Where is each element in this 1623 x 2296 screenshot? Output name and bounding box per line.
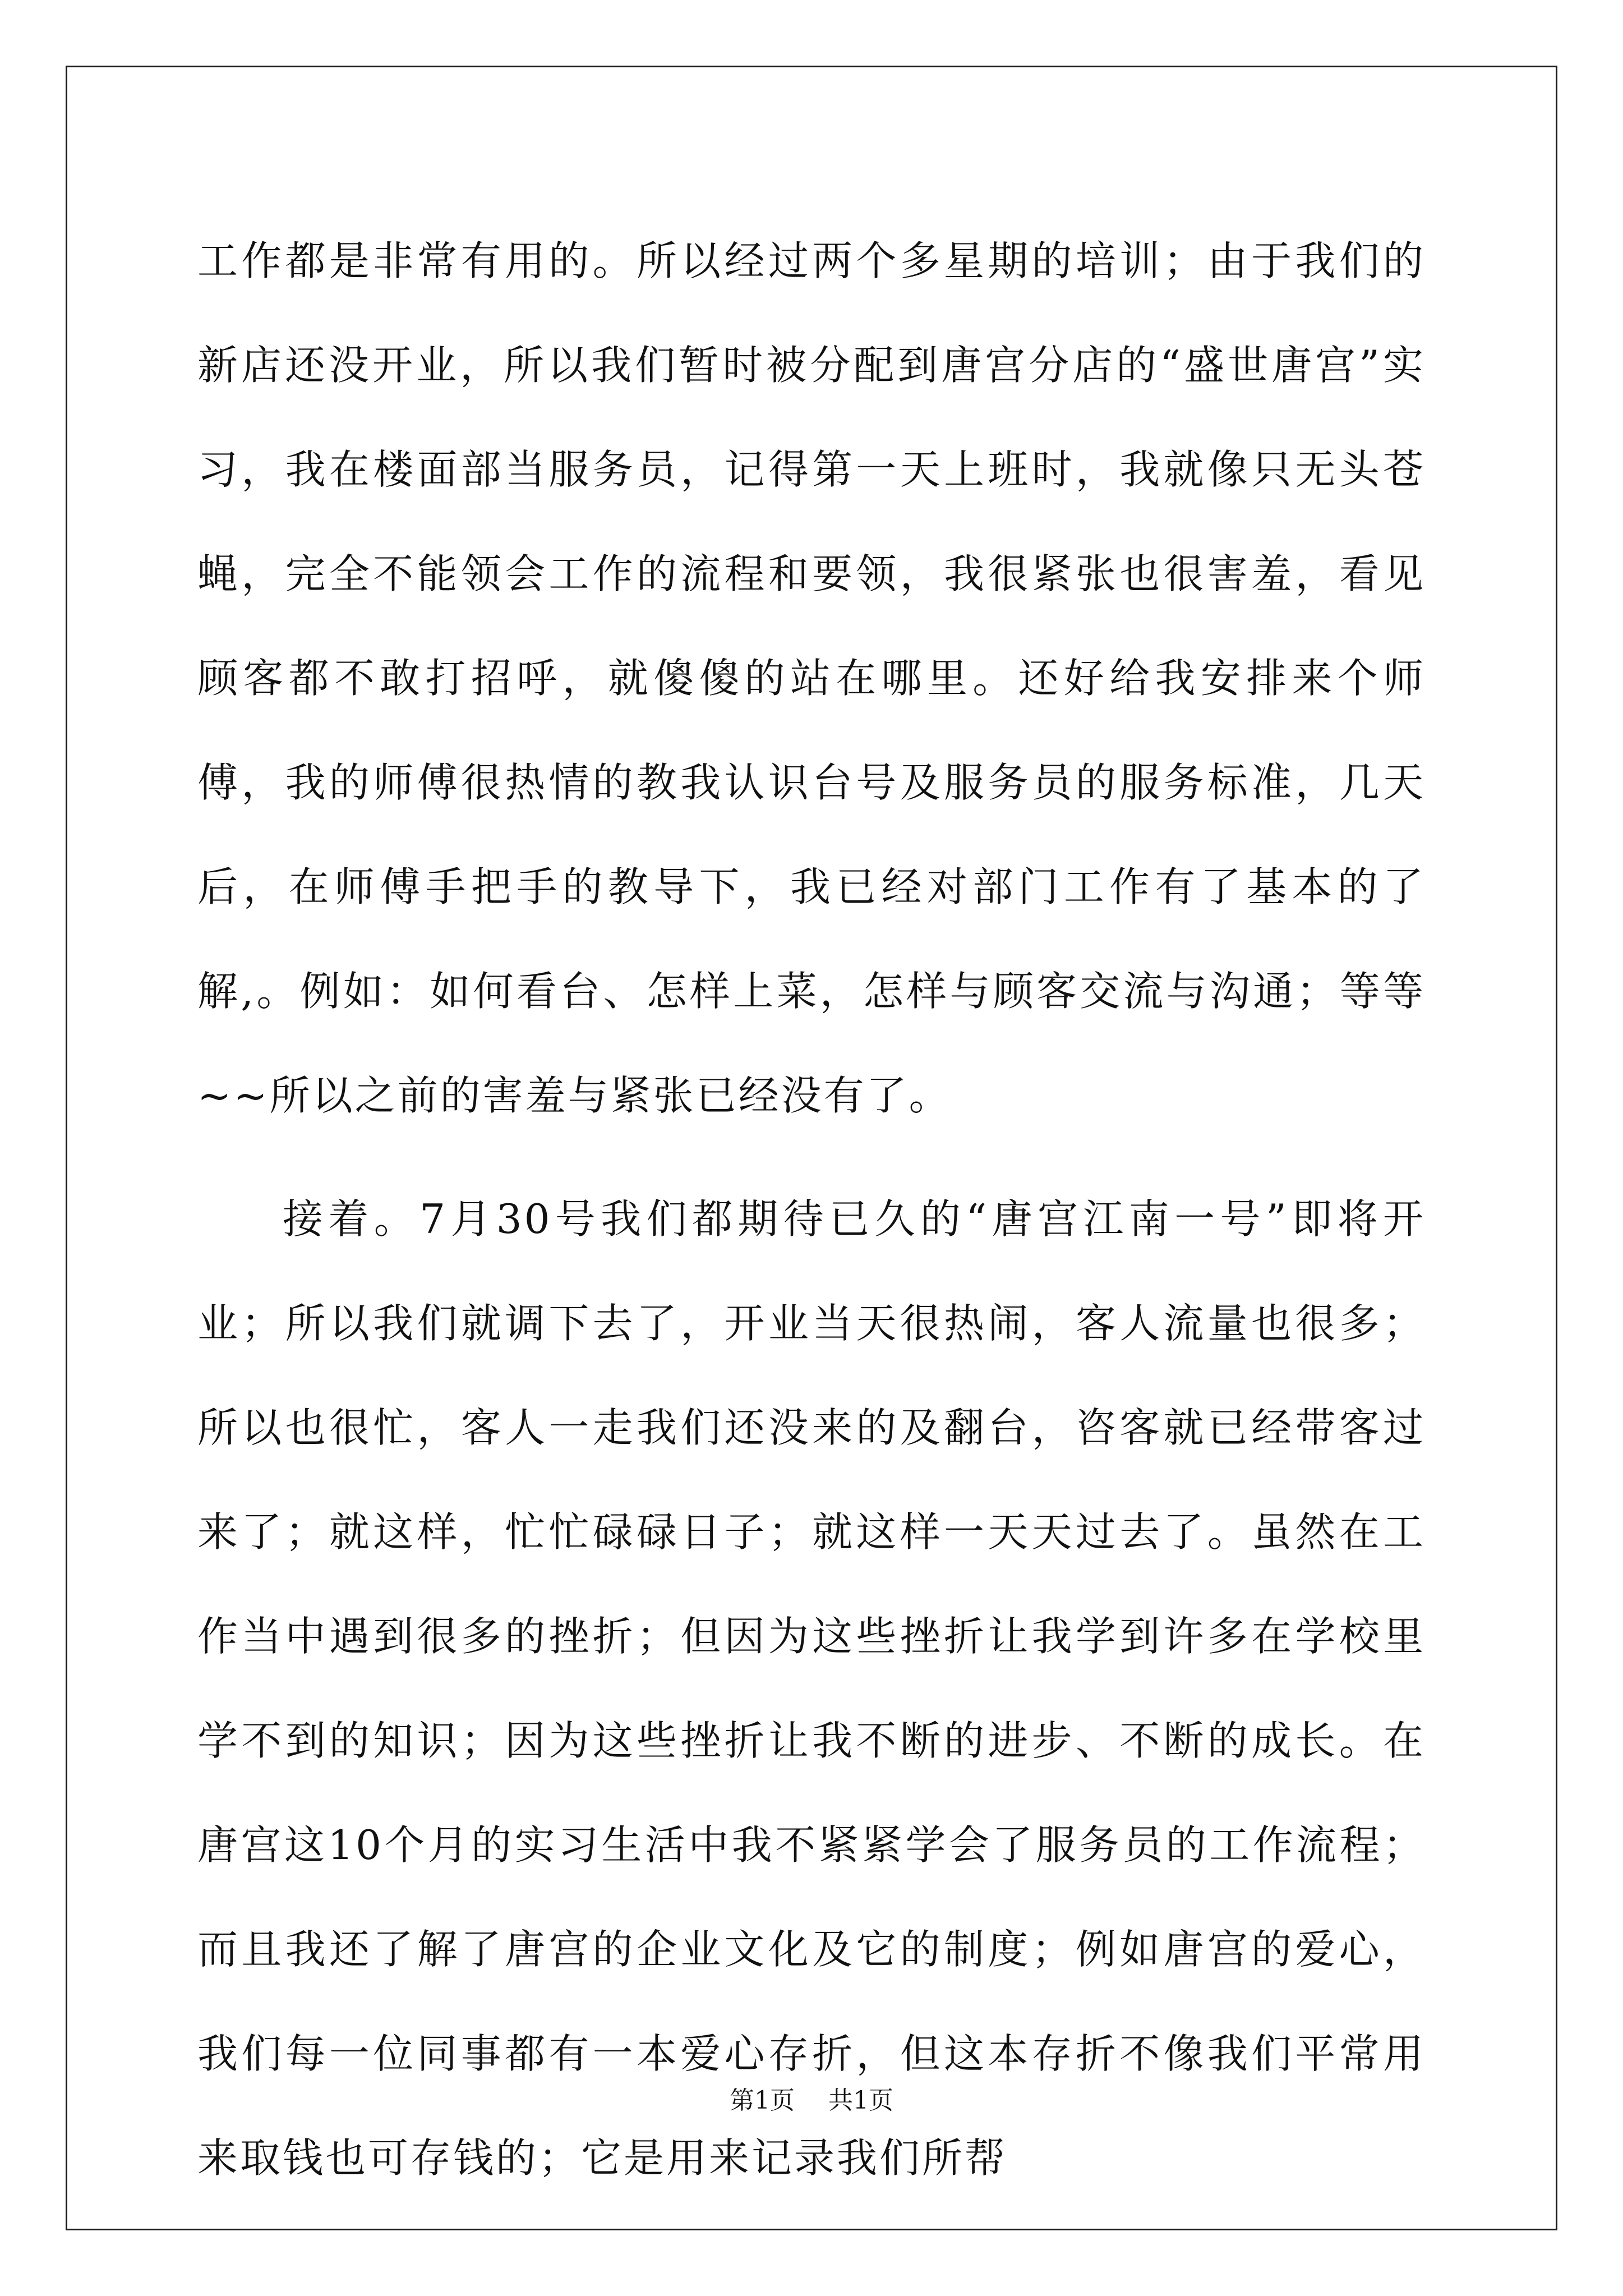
page-total: 共1页 — [828, 2086, 893, 2115]
document-body — [197, 209, 1426, 2210]
paragraph-2: 接着。7月30号我们都期待已久的“唐宫江南一号”即将开业；所以我们就调下去了，开业当天很热闹，客人流量也很多；所以也很忙，客人一走我们还没来的及翻台，咨客就已经带客过来了；就这样，忙忙碌碌日子；就这样一天天过去了。虽然在工作当中遇到很多的挫折；但因为这些挫折让我学到许多在学校里学不到的知识；因为这些挫折让我不断的进步、不断的成长。在唐宫这10个月的实习生活中我不紧紧学会了服务员的工作流程；而且我还了解了唐宫的企业文化及它的制度；例如唐宫的爱心，我们每一位同事都有一本爱心存折，但这本存折不像我们平常用来取钱也可存钱的；它是用来记录我们所帮 — [197, 1195, 1426, 2182]
page-footer — [0, 2080, 1623, 2116]
page-number: 第1页 — [730, 2086, 795, 2115]
paragraph-1: 工作都是非常有用的。所以经过两个多星期的培训；由于我们的新店还没开业，所以我们暂时被分配到唐宫分店的“盛世唐宫”实习，我在楼面部当服务员，记得第一天上班时，我就像只无头苍蝇，完全不能领会工作的流程和要领，我很紧张也很害羞，看见顾客都不敢打招呼，就傻傻的站在哪里。还好给我安排来个师傅，我的师傅很热情的教我认识台号及服务员的服务标准，几天后，在师傅手把手的教导下，我已经对部门工作有了基本的了解,。例如：如何看台、怎样上菜，怎样与顾客交流与沟通；等等~~所以之前的害羞与紧张已经没有了。 — [197, 237, 1426, 1119]
